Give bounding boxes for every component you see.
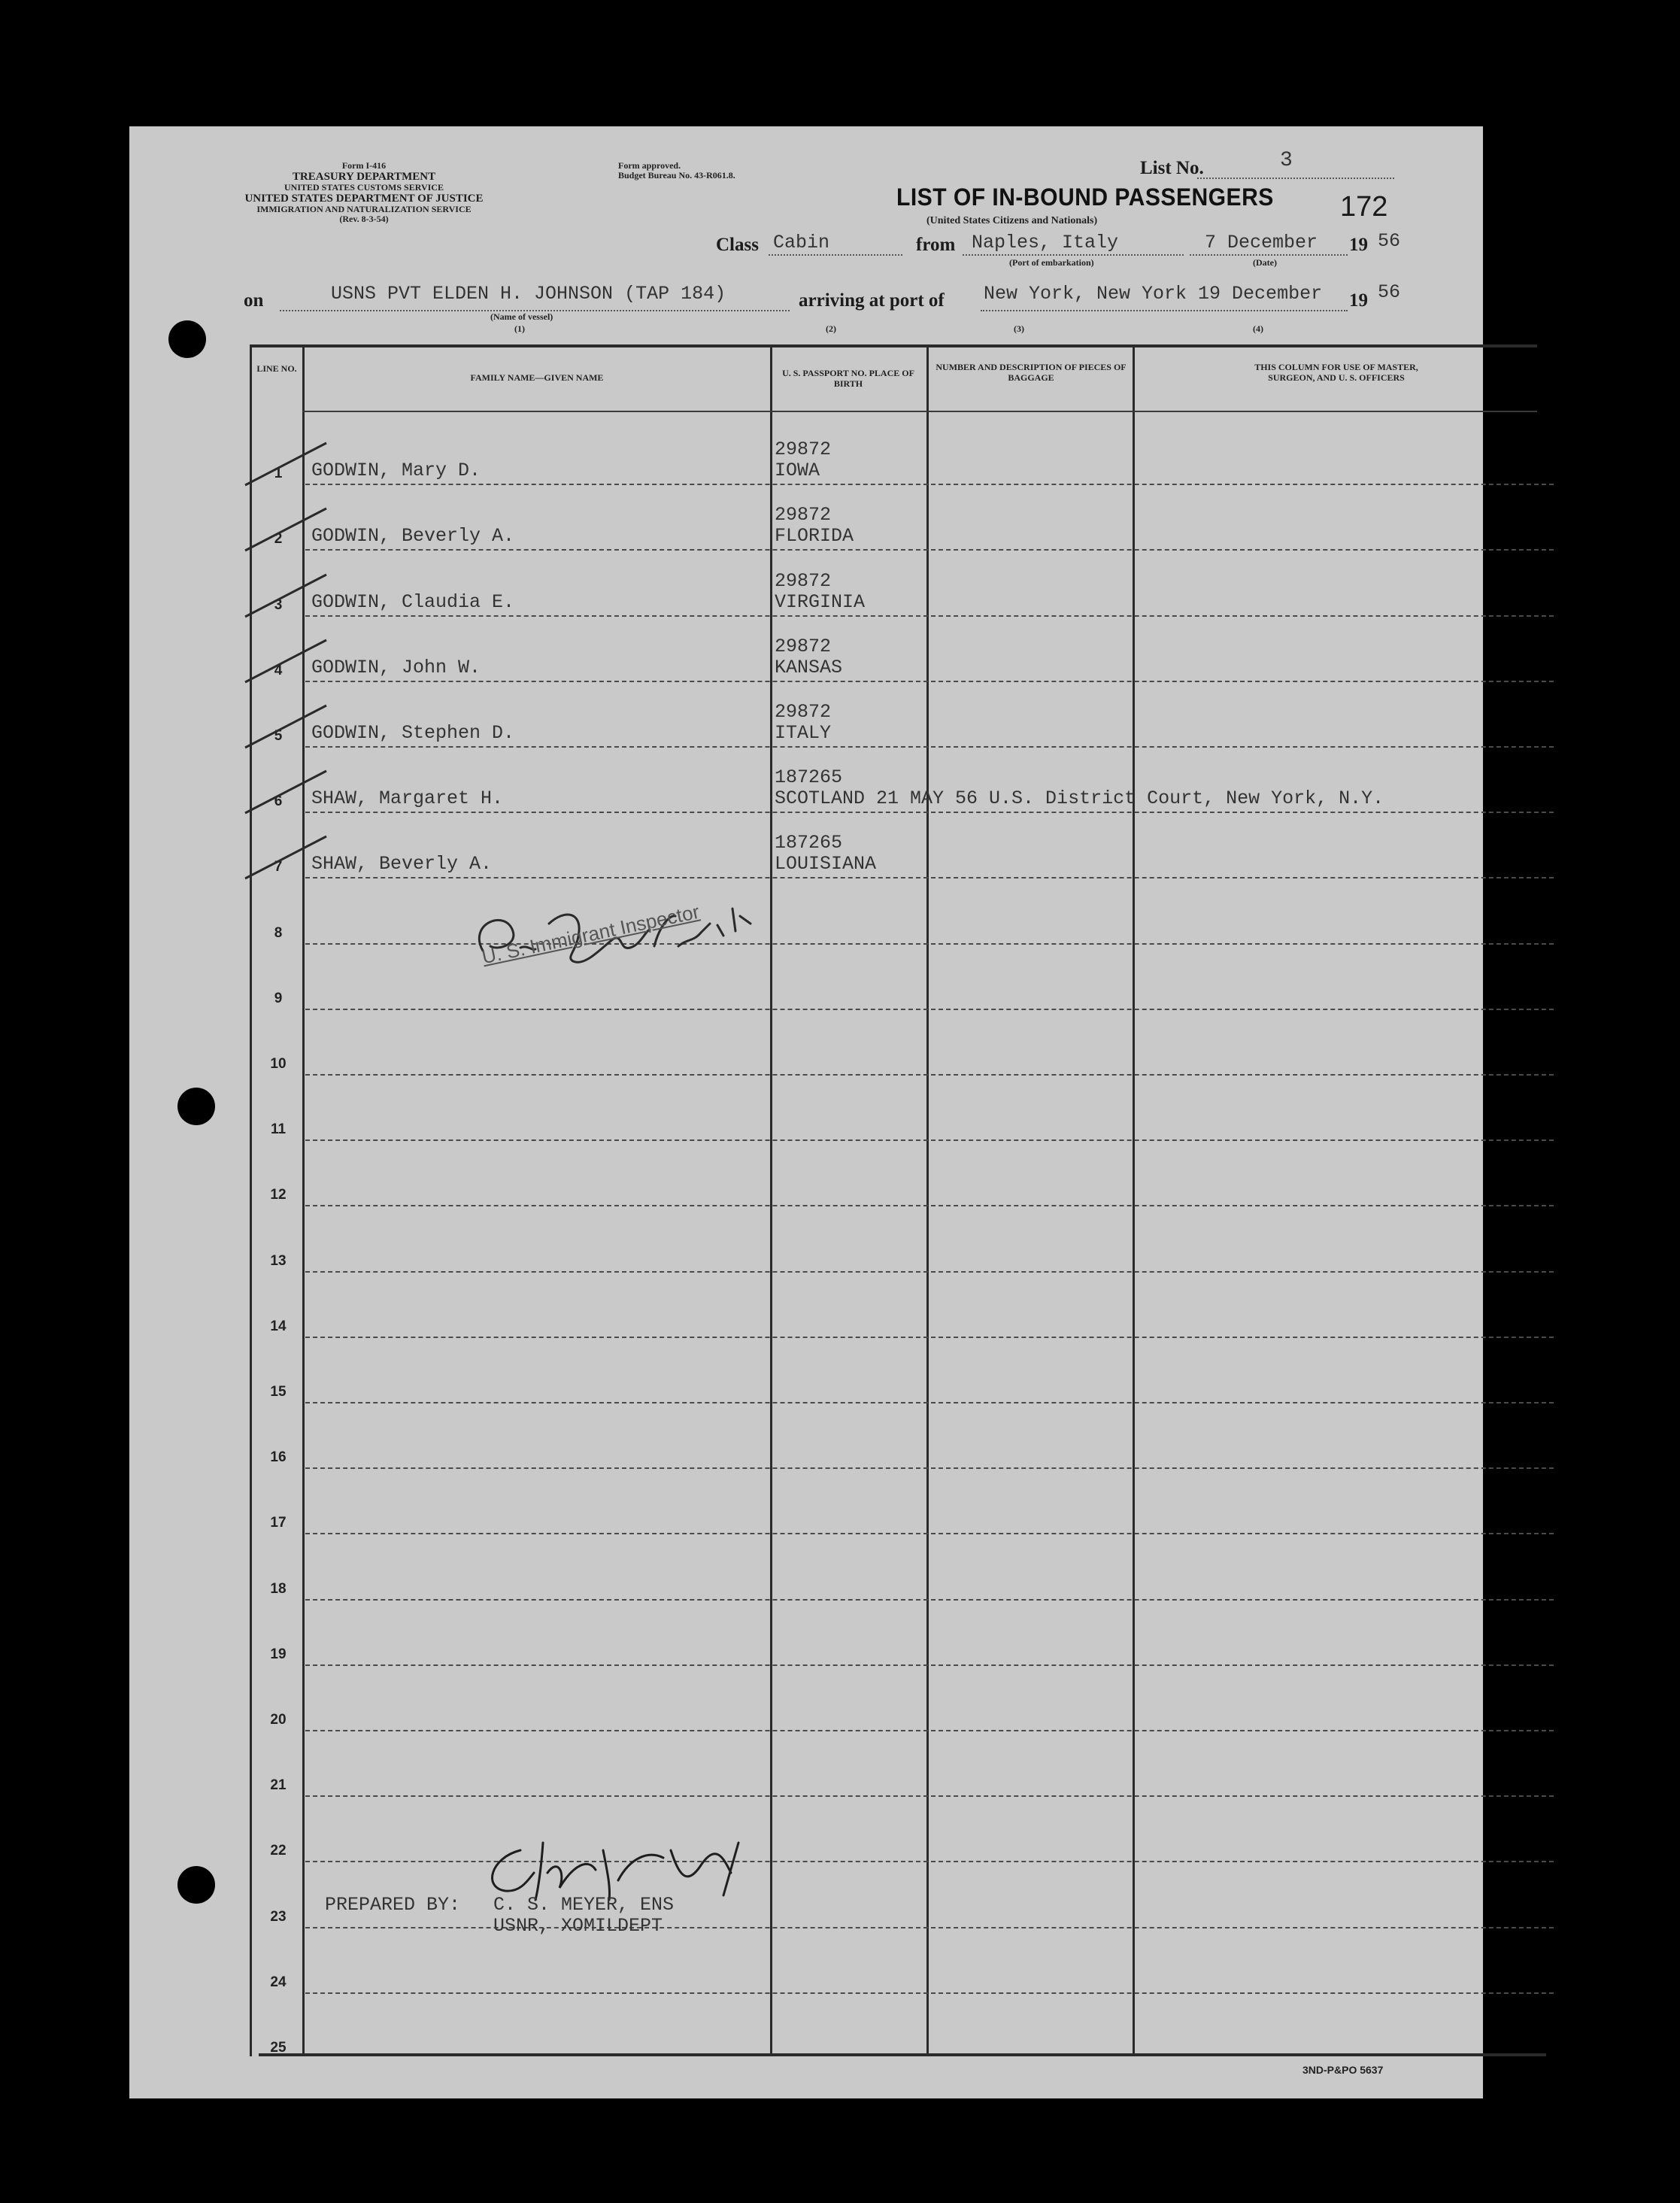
list-no-line xyxy=(1197,178,1394,179)
row-rule xyxy=(305,681,1554,682)
from-line xyxy=(963,254,1184,256)
row-rule xyxy=(305,484,1554,485)
passport-number: 29872 xyxy=(775,569,832,592)
from-label: from xyxy=(916,235,956,255)
list-no-label: List No. xyxy=(1140,158,1204,178)
line-number: 3 xyxy=(274,596,283,613)
row-rule xyxy=(305,1927,1554,1928)
line-number: 10 xyxy=(270,1056,287,1072)
line-number: 23 xyxy=(270,1908,287,1925)
vessel-caption: (Name of vessel) xyxy=(490,311,553,322)
row-rule xyxy=(305,1205,1554,1206)
arriving-label: arriving at port of xyxy=(799,290,945,311)
row-rule xyxy=(305,1139,1554,1141)
line-number: 22 xyxy=(270,1843,287,1859)
header-line-no: LINE NO. xyxy=(256,363,297,374)
birthplace: LOUISIANA xyxy=(775,853,877,875)
arrival-year-value: 56 xyxy=(1378,281,1401,303)
manifest-page xyxy=(129,126,1483,2098)
line-number: 20 xyxy=(270,1712,287,1728)
col-marker-2: (2) xyxy=(826,323,836,334)
on-label: on xyxy=(244,290,264,311)
table-top-border xyxy=(250,344,1537,347)
inspector-stamp: U. S. Immigrant Inspector xyxy=(480,900,702,969)
check-mark-icon xyxy=(242,766,332,819)
line-number: 9 xyxy=(274,990,283,1006)
list-no-value: 3 xyxy=(1280,149,1293,172)
treasury-dept: TREASURY DEPARTMENT xyxy=(292,170,436,183)
passenger-name: SHAW, Margaret H. xyxy=(311,787,504,810)
approval-block xyxy=(618,161,735,181)
date-value: 7 December xyxy=(1205,232,1318,253)
row-rule xyxy=(305,1271,1554,1273)
punch-hole-top xyxy=(168,320,206,358)
passport-number: 187265 xyxy=(775,832,843,854)
form-approved: Form approved. xyxy=(618,160,681,171)
line-number: 4 xyxy=(274,662,283,678)
prepared-by-label: PREPARED BY: xyxy=(325,1894,461,1916)
line-number: 7 xyxy=(274,859,283,875)
passenger-name: GODWIN, Claudia E. xyxy=(311,590,515,613)
row-rule xyxy=(305,746,1554,748)
row-rule xyxy=(305,1599,1554,1601)
arrival-line xyxy=(981,310,1348,311)
birthplace: SCOTLAND 21 MAY 56 U.S. District Court, New York, N.Y. xyxy=(775,787,1384,810)
line-number: 6 xyxy=(274,794,283,810)
check-mark-icon xyxy=(242,636,332,688)
row-rule xyxy=(305,615,1554,617)
passport-number: 29872 xyxy=(775,701,832,723)
header-officers: THIS COLUMN FOR USE OF MASTER, SURGEON, AND U. S. OFFICERS xyxy=(1254,362,1418,383)
birthplace: FLORIDA xyxy=(775,525,854,548)
check-mark-icon xyxy=(242,438,332,491)
justice-dept: UNITED STATES DEPARTMENT OF JUSTICE xyxy=(244,193,484,205)
row-rule xyxy=(305,1795,1554,1797)
form-number: Form I-416 xyxy=(341,160,387,171)
date-line xyxy=(1190,254,1348,256)
vessel-name: USNS PVT ELDEN H. JOHNSON (TAP 184) xyxy=(331,283,726,305)
row-rule xyxy=(305,1402,1554,1403)
check-mark-icon xyxy=(242,701,332,754)
birthplace: VIRGINIA xyxy=(775,590,866,613)
line-number: 13 xyxy=(270,1252,287,1269)
class-label: Class xyxy=(716,235,759,255)
line-number: 24 xyxy=(270,1974,287,1990)
row-rule xyxy=(305,1730,1554,1731)
line-number: 2 xyxy=(274,531,283,548)
line-number: 14 xyxy=(270,1318,287,1334)
row-rule xyxy=(305,1009,1554,1010)
line-number: 18 xyxy=(270,1580,287,1597)
check-mark-icon xyxy=(242,570,332,623)
page-subtitle: (United States Citizens and Nationals) xyxy=(926,215,1098,226)
arrival-value: New York, New York 19 December xyxy=(984,283,1323,305)
row-rule xyxy=(305,1992,1554,1994)
header-name: FAMILY NAME—GIVEN NAME xyxy=(470,372,604,383)
header-bottom-rule xyxy=(302,411,1537,412)
passport-col-divider xyxy=(926,344,929,2056)
name-col-divider xyxy=(770,344,772,2056)
passenger-name: GODWIN, Mary D. xyxy=(311,460,481,482)
check-mark-icon xyxy=(242,832,332,885)
passenger-name: SHAW, Beverly A. xyxy=(311,853,493,875)
prepared-by-unit: USNR, XOMILDEPT xyxy=(493,1915,663,1937)
port-caption: (Port of embarkation) xyxy=(1009,257,1094,268)
line-number: 8 xyxy=(274,924,283,941)
from-value: Naples, Italy xyxy=(972,232,1119,253)
passenger-name: GODWIN, Stephen D. xyxy=(311,722,515,744)
ins-service: IMMIGRATION AND NATURALIZATION SERVICE xyxy=(256,204,472,215)
passport-number: 187265 xyxy=(775,766,843,789)
header-passport: U. S. PASSPORT NO. PLACE OF BIRTH xyxy=(782,368,914,389)
birthplace: ITALY xyxy=(775,722,832,744)
passenger-name: GODWIN, Beverly A. xyxy=(311,525,515,548)
punch-hole-bottom xyxy=(177,1866,215,1904)
agency-block xyxy=(239,161,489,224)
row-rule xyxy=(305,812,1554,813)
class-value: Cabin xyxy=(773,232,830,253)
line-number: 25 xyxy=(270,2040,287,2056)
customs-service: UNITED STATES CUSTOMS SERVICE xyxy=(284,182,444,193)
year-prefix: 19 xyxy=(1349,235,1368,255)
line-number: 5 xyxy=(274,728,283,744)
row-rule xyxy=(305,1533,1554,1534)
prepared-by-name: C. S. MEYER, ENS xyxy=(493,1894,675,1916)
birthplace: KANSAS xyxy=(775,656,843,678)
line-number: 17 xyxy=(270,1515,287,1531)
row-rule xyxy=(305,1664,1554,1666)
line-number: 19 xyxy=(270,1646,287,1662)
line-number: 21 xyxy=(270,1777,287,1794)
header-baggage: NUMBER AND DESCRIPTION OF PIECES OF BAGGAGE xyxy=(936,362,1127,383)
line-number: 11 xyxy=(270,1121,287,1138)
line-number: 12 xyxy=(270,1187,287,1203)
punch-hole-middle xyxy=(177,1088,215,1125)
passport-number: 29872 xyxy=(775,635,832,657)
page-number: 172 xyxy=(1340,191,1388,223)
baggage-col-divider xyxy=(1133,344,1135,2056)
row-rule xyxy=(305,1074,1554,1076)
budget-bureau: Budget Bureau No. 43-R061.8. xyxy=(618,169,735,181)
line-number: 15 xyxy=(270,1384,287,1400)
form-revision: (Rev. 8-3-54) xyxy=(339,214,389,225)
row-rule xyxy=(305,1467,1554,1469)
line-number: 16 xyxy=(270,1449,287,1466)
passport-number: 29872 xyxy=(775,438,832,461)
year-value: 56 xyxy=(1378,230,1401,252)
table-bottom-border xyxy=(259,2053,1546,2056)
footer-code: 3ND-P&PO 5637 xyxy=(1302,2064,1384,2076)
col-marker-4: (4) xyxy=(1253,323,1263,334)
col-marker-3: (3) xyxy=(1014,323,1024,334)
birthplace: IOWA xyxy=(775,460,820,482)
row-rule xyxy=(305,1337,1554,1338)
passenger-name: GODWIN, John W. xyxy=(311,656,481,678)
passport-number: 29872 xyxy=(775,504,832,526)
row-rule xyxy=(305,549,1554,551)
class-line xyxy=(769,254,902,256)
arrival-year-prefix: 19 xyxy=(1349,290,1368,311)
check-mark-icon xyxy=(242,504,332,557)
col-marker-1: (1) xyxy=(514,323,525,334)
line-number: 1 xyxy=(274,466,283,482)
date-caption: (Date) xyxy=(1253,257,1277,268)
page-title: LIST OF IN-BOUND PASSENGERS xyxy=(896,184,1274,211)
